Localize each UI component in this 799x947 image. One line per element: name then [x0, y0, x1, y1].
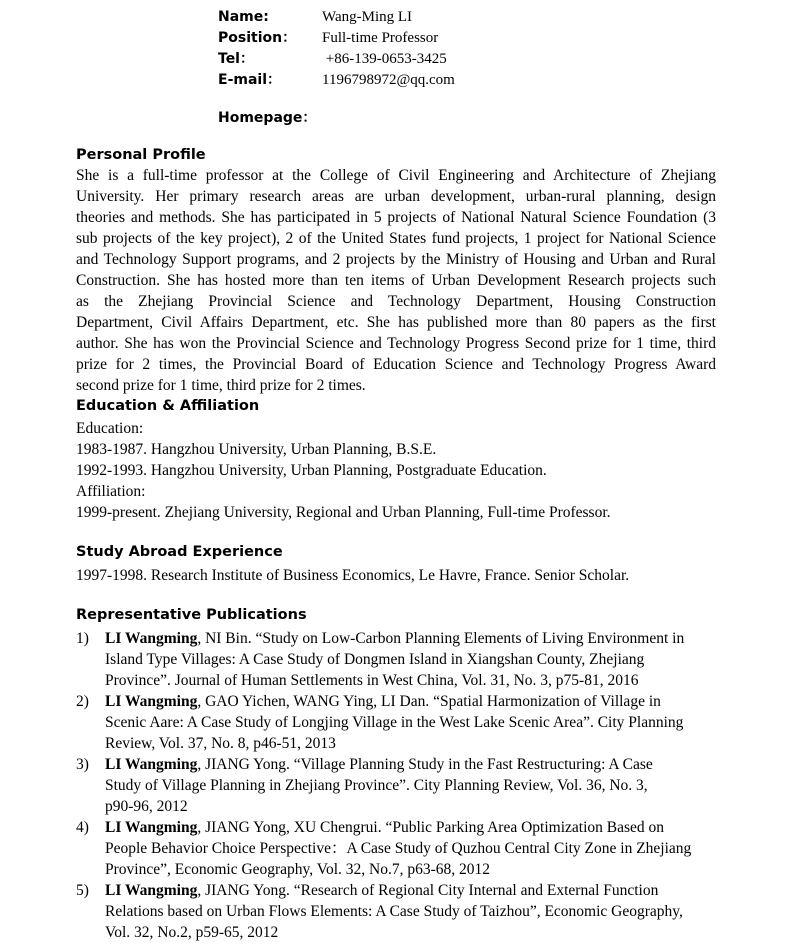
education-heading: Education & Affiliation: [76, 398, 260, 414]
abroad-heading: Study Abroad Experience: [76, 544, 283, 560]
publication-line: Province”. Journal of Human Settlements in West China, Vol. 31, No. 3, p75-81, 2016: [105, 672, 639, 689]
publication-line: p90-96, 2012: [105, 798, 188, 815]
profile-paragraph: [76, 165, 716, 396]
affiliation-label: Affiliation:: [76, 483, 146, 500]
publication-author: LI Wangming: [105, 882, 198, 899]
position-value: Full-time Professor: [322, 30, 439, 46]
tel-label: Tel：: [218, 51, 254, 67]
profile-line: and Technology Support programs, and 2 projects by the Ministry of Housing and Urban and Rural: [76, 251, 716, 268]
profile-line: prize for 2 times, the Provincial Board of Education Science and Technology Progress Award: [76, 356, 716, 373]
publication-line: People Behavior Choice Perspective：A Case Study of Quzhou Central City Zone in Zhejiang: [105, 840, 692, 857]
contact-row-tel: [218, 48, 455, 69]
affiliation-item: 1999-present. Zhejiang University, Regional and Urban Planning, Full-time Professor.: [76, 504, 611, 521]
profile-line: She is a full-time professor at the College of Civil Engineering and Architecture of Zhejiang: [76, 167, 716, 184]
publication-line: Province”, Economic Geography, Vol. 32, No.7, p63-68, 2012: [105, 861, 491, 878]
profile-line: theories and methods. She has participated in 5 projects of National Natural Science Foundation (3: [76, 209, 716, 226]
publication-author: LI Wangming: [105, 630, 198, 647]
email-value[interactable]: 1196798972@qq.com: [322, 72, 455, 88]
publication-line: [105, 628, 735, 649]
education-item: 1992-1993. Hangzhou University, Urban Planning, Postgraduate Education.: [76, 462, 547, 479]
publication-line: Relations based on Urban Flows Elements: A Case Study of Taizhou”, Economic Geography,: [105, 903, 683, 920]
publication-author: LI Wangming: [105, 819, 198, 836]
profile-line: sub projects of the key project), 2 of the United States fund projects, 1 project for National Science: [76, 230, 716, 247]
publication-text: , JIANG Yong. “Village Planning Study in the Fast Restructuring: A Case: [197, 756, 653, 773]
publication-line: [105, 691, 735, 712]
publication-number: 2): [76, 693, 89, 710]
publications-heading: Representative Publications: [76, 607, 307, 623]
name-label: Name:: [218, 9, 269, 25]
profile-line: second prize for 1 time, third prize for 2 times.: [76, 377, 366, 394]
publication-author: LI Wangming: [105, 693, 198, 710]
profile-line: Department, Civil Affairs Department, etc. She has published more than 80 papers as the first: [76, 314, 716, 331]
publication-line: Review, Vol. 37, No. 8, p46-51, 2013: [105, 735, 336, 752]
contact-row-position: [218, 27, 455, 48]
publication-author: LI Wangming: [105, 756, 198, 773]
publication-text: , JIANG Yong, XU Chengrui. “Public Parking Area Optimization Based on: [197, 819, 665, 836]
publication-line: Study of Village Planning in Zhejiang Province”. City Planning Review, Vol. 36, No. 3,: [105, 777, 648, 794]
homepage-label: Homepage：: [218, 110, 317, 126]
contact-row-name: [218, 6, 455, 27]
publication-line: Scenic Aare: A Case Study of Longjing Village in the West Lake Scenic Area”. City Planning: [105, 714, 684, 731]
profile-line: University. Her primary research areas are urban development, urban-rural planning, design: [76, 188, 716, 205]
email-label: E-mail：: [218, 72, 282, 88]
publication-number: 3): [76, 756, 89, 773]
tel-value: +86-139-0653-3425: [322, 51, 447, 67]
publication-line: [105, 880, 735, 901]
abroad-item: 1997-1998. Research Institute of Business Economics, Le Havre, France. Senior Scholar.: [76, 567, 630, 584]
profile-line: as the Zhejiang Provincial Science and Technology Department, Housing Construction: [76, 293, 716, 310]
publication-text: , JIANG Yong. “Research of Regional City Internal and External Function: [197, 882, 659, 899]
publication-line: Island Type Villages: A Case Study of Dongmen Island in Xiangshan County, Zhejiang: [105, 651, 645, 668]
profile-line: Construction. She has hosted more than ten items of Urban Development Research projects such: [76, 272, 716, 289]
contact-row-email: [218, 69, 455, 90]
publication-text: , NI Bin. “Study on Low-Carbon Planning Elements of Living Environment in: [197, 630, 685, 647]
contact-block: [218, 6, 455, 90]
publication-number: 4): [76, 819, 89, 836]
position-label: Position：: [218, 30, 297, 46]
publication-line: [105, 817, 735, 838]
publication-number: 1): [76, 630, 89, 647]
profile-heading: Personal Profile: [76, 147, 206, 163]
name-value: Wang-Ming LI: [322, 9, 413, 25]
education-item: 1983-1987. Hangzhou University, Urban Planning, B.S.E.: [76, 441, 437, 458]
publication-number: 5): [76, 882, 89, 899]
profile-line: author. She has won the Provincial Science and Technology Progress Second prize for 1 time, third: [76, 335, 716, 352]
publication-line: [105, 754, 735, 775]
publication-text: , GAO Yichen, WANG Ying, LI Dan. “Spatial Harmonization of Village in: [197, 693, 661, 710]
education-label: Education:: [76, 420, 144, 437]
publication-line: Vol. 32, No.2, p59-65, 2012: [105, 924, 279, 941]
